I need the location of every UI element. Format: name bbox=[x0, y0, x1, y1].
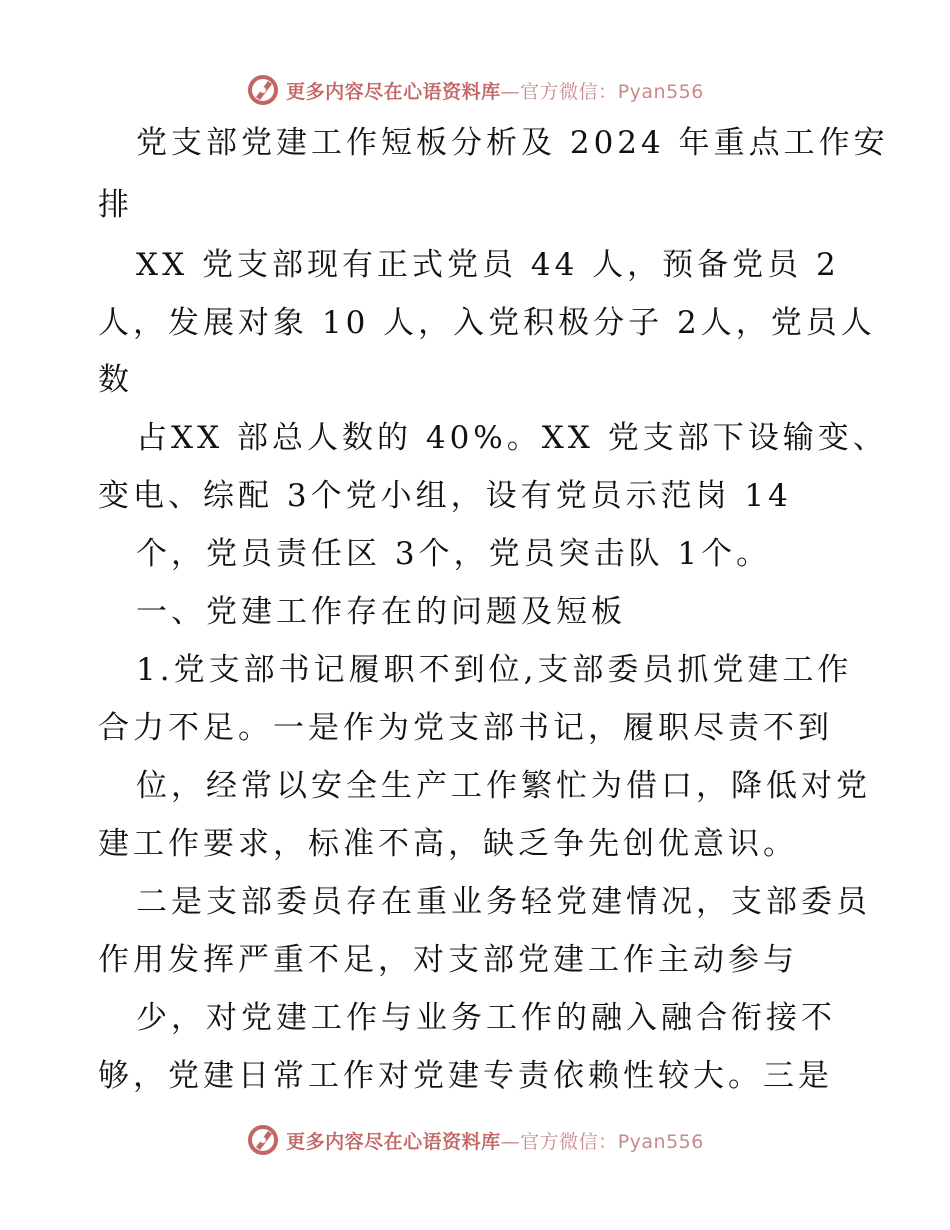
paragraph-line: 位，经常以安全生产工作繁忙为借口，降低对党 bbox=[136, 768, 871, 804]
doc-title-line: 党支部党建工作短板分析及 2024 年重点工作安 bbox=[136, 125, 889, 161]
watermark-text: 更多内容尽在心语资料库—官方微信：Pyan556 bbox=[286, 1130, 704, 1153]
paragraph-line: 占XX 部总人数的 40%。XX 党支部下设输变、 bbox=[136, 420, 888, 456]
paragraph-line: 少，对党建工作与业务工作的融入融合衔接不 bbox=[136, 1000, 836, 1036]
paragraph-line: XX 党支部现有正式党员 44 人，预备党员 2 bbox=[136, 247, 840, 283]
paragraph-line: 个，党员责任区 3个，党员突击队 1个。 bbox=[136, 536, 772, 572]
paragraph-line: 建工作要求，标准不高，缺乏争先创优意识。 bbox=[98, 826, 798, 862]
doc-title-line: 排 bbox=[98, 187, 133, 223]
watermark-text: 更多内容尽在心语资料库—官方微信：Pyan556 bbox=[286, 80, 704, 103]
pen-logo-icon bbox=[246, 1123, 280, 1157]
pen-logo-icon bbox=[246, 73, 280, 107]
header-watermark bbox=[0, 72, 950, 108]
paragraph-line: 1.党支部书记履职不到位,支部委员抓党建工作 bbox=[136, 652, 853, 688]
footer-watermark bbox=[0, 1122, 950, 1158]
paragraph-line: 作用发挥严重不足，对支部党建工作主动参与 bbox=[98, 942, 798, 978]
section-heading: 一、党建工作存在的问题及短板 bbox=[136, 594, 626, 630]
paragraph-line: 合力不足。一是作为党支部书记，履职尽责不到 bbox=[98, 710, 833, 746]
paragraph-line: 数 bbox=[98, 362, 133, 398]
paragraph-line: 二是支部委员存在重业务轻党建情况，支部委员 bbox=[136, 884, 871, 920]
paragraph-line: 人，发展对象 10 人，入党积极分子 2人，党员人 bbox=[98, 305, 876, 341]
paragraph-line: 够，党建日常工作对党建专责依赖性较大。三是 bbox=[98, 1058, 833, 1094]
paragraph-line: 变电、综配 3个党小组，设有党员示范岗 14 bbox=[98, 478, 792, 514]
